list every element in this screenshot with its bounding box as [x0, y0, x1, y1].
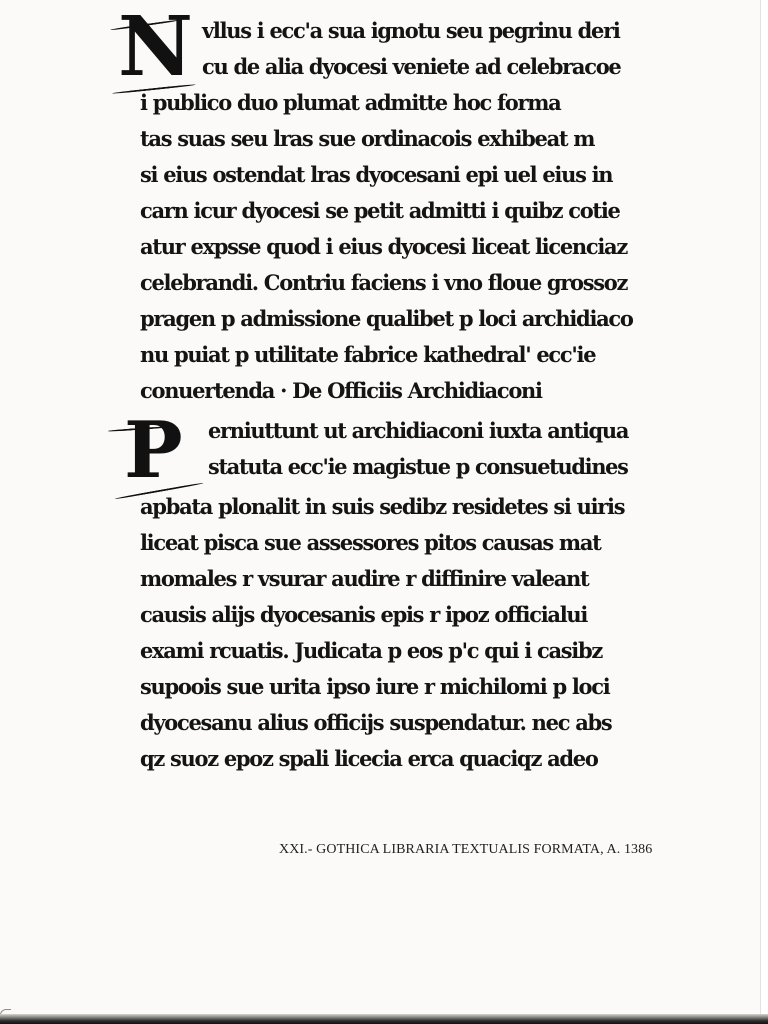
decorated-initial-n: N — [118, 0, 191, 95]
manuscript-line: erniuttunt ut archidiaconi iuxta antiqua — [208, 418, 629, 443]
manuscript-line: atur expsse quod i eius dyocesi liceat licenciaz — [140, 234, 627, 259]
manuscript-line: causis alijs dyocesanis epis r ipoz officialui — [140, 602, 588, 627]
manuscript-line: tas suas seu lras sue ordinacois exhibeat m — [140, 126, 595, 151]
manuscript-line: cu de alia dyocesi veniete ad celebracoe — [202, 54, 621, 79]
manuscript-line: celebrandi. Contriu faciens i vno floue grossoz — [140, 270, 628, 295]
manuscript-line: vllus i ecc'a sua ignotu seu pegrinu deri — [202, 18, 620, 43]
manuscript-line: si eius ostendat lras dyocesani epi uel eius in — [140, 162, 613, 187]
manuscript-line: exami rcuatis. Judicata p eos p'c qui i casibz — [140, 638, 602, 663]
manuscript-line: pragen p admissione qualibet p loci archidiaco — [140, 306, 633, 331]
manuscript-line: supoois sue urita ipso iure r michilomi p loci — [140, 674, 610, 699]
manuscript-line: statuta ecc'ie magistue p consuetudines — [208, 454, 628, 479]
manuscript-line: i publico duo plumat admitte hoc forma — [140, 90, 561, 115]
scan-bottom-edge — [0, 1014, 768, 1024]
manuscript-line: qz suoz epoz spali licecia erca quaciqz adeo — [140, 746, 598, 771]
manuscript-line: nu puiat p utilitate fabrice kathedral' ecc'ie — [140, 342, 596, 367]
decorated-initial-p: P — [124, 405, 183, 496]
manuscript-line: carn icur dyocesi se petit admitti i quibz cotie — [140, 198, 620, 223]
manuscript-line: dyocesanu alius officijs suspendatur. nec abs — [140, 710, 612, 735]
manuscript-section-heading: conuertenda · De Officiis Archidiaconi — [140, 378, 542, 403]
manuscript-line: liceat pisca sue assessores pitos causas mat — [140, 530, 601, 555]
manuscript-line: apbata plonalit in suis sedibz residetes si uiris — [140, 494, 625, 519]
plate-caption: XXI.- GOTHICA LIBRARIA TEXTUALIS FORMATA, A. 1386 — [279, 842, 653, 857]
manuscript-line: momales r vsurar audire r diffinire valeant — [140, 566, 589, 591]
